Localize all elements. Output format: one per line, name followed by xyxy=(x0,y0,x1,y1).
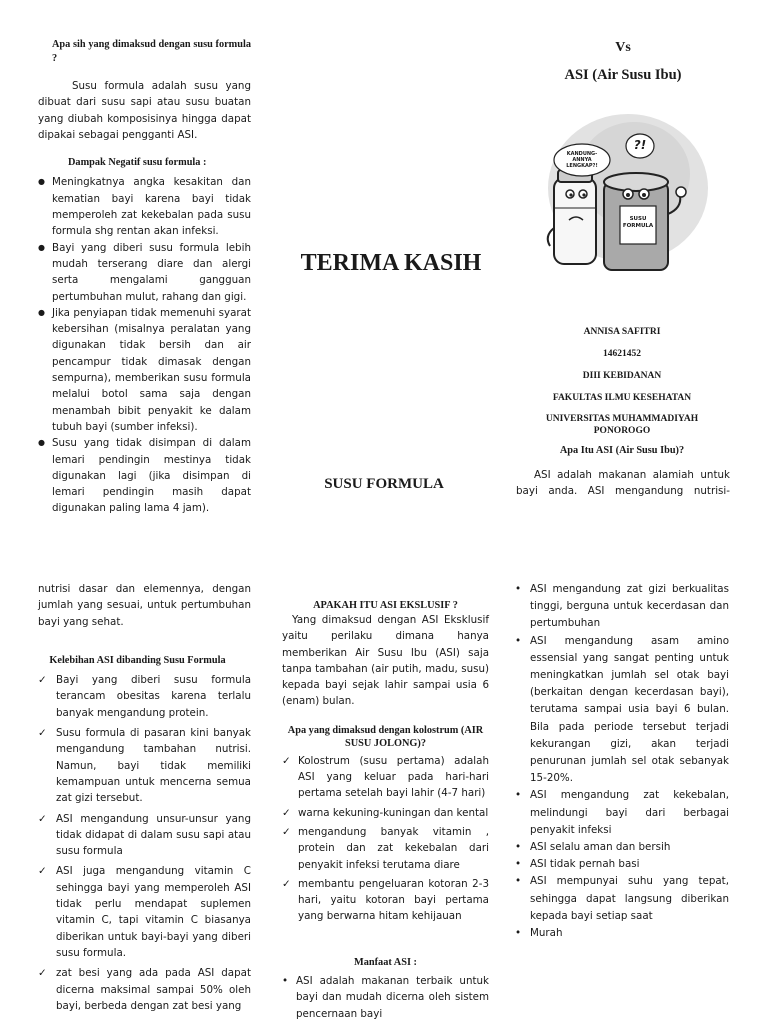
check-icon: ✓ xyxy=(38,812,47,825)
bullet-icon: • xyxy=(515,927,522,940)
list-item: ✓ ASI juga mengandung vitamin C sehingga bayi yang memperoleh ASI tidak perlu mendapat suplemen vitamin C, tapi vitamin C biasanya diberikan untuk bayi-bayi yang diberi susu formula. xyxy=(38,865,251,959)
panel-formula-definition xyxy=(38,38,251,517)
list-item: • ASI mengandung asam amino essensial yang sangat penting untuk meningkatkan jumlah sel otak bayi (berkaitan dengan kecerdasan bayi), terutama sampai usia bayi 6 bulan. Bila pada periode tersebut terjadi kekurangan gizi, akan terjadi penurunan jumlah sel otak sebanyak 15-20%. xyxy=(515,634,729,785)
heading-what-is-asi: Apa Itu ASI (Air Susu Ibu)? xyxy=(559,445,685,456)
bullet-icon: • xyxy=(515,858,522,871)
vs-label: Vs xyxy=(615,40,631,55)
bullet-icon: • xyxy=(515,875,522,888)
panel-asi-advantages xyxy=(38,581,251,1014)
speech-bubble-right: ?! xyxy=(633,138,647,152)
cartoon-illustration xyxy=(540,110,710,282)
list-item: ✓ membantu pengeluaran kotoran 2-3 hari, yaitu kotoran bayi pertama yang berwarna hitam kehijauan xyxy=(282,877,489,923)
author-name: ANNISA SAFITRI xyxy=(583,327,661,337)
list-item: ✓ zat besi yang ada pada ASI dapat dicerna maksimal sampai 50% oleh bayi, berbeda dengan zat besi yang xyxy=(38,967,251,1012)
list-item: ● Jika penyiapan tidak memenuhi syarat kebersihan (misalnya peralatan yang digunakan tidak bersih dan air pencampur tidak dimasak dengan sempurna), memberikan susu formula melalui botol sama saja dengan menambah bibit penyakit ke dalam tubuh bayi (sumber infeksi). xyxy=(38,306,251,433)
check-icon: ✓ xyxy=(282,754,291,767)
bullet-icon: • xyxy=(515,583,522,595)
list-item: • ASI adalah makanan terbaik untuk bayi dan mudah dicerna oleh sistem pencernaan bayi xyxy=(282,975,489,1020)
heading-exclusive-asi: APAKAH ITU ASI EKSLUSIF ? xyxy=(313,600,458,611)
thank-you-title: TERIMA KASIH xyxy=(300,250,482,276)
list-item: • ASI mempunyai suhu yang tepat, sehingga dapat langsung diberikan kepada bayi setiap saat xyxy=(515,875,729,922)
paragraph-asi-intro: ASI adalah makanan alamiah untuk bayi anda. ASI mengandung nutrisi- xyxy=(516,469,730,498)
list-item: ✓ Susu formula di pasaran kini banyak mengandung tambahan nutrisi. Namun, bayi tidak memiliki kemampuan untuk mencerna semua zat gizi tersebut. xyxy=(38,727,251,805)
check-icon: ✓ xyxy=(38,865,47,878)
check-icon: ✓ xyxy=(282,825,291,838)
list-item: ✓ Bayi yang diberi susu formula terancam obesitas karena terlalu banyak mengandung protein. xyxy=(38,674,251,719)
list-item: ● Bayi yang diberi susu formula lebih mudah terserang diare dan alergi serta mengalami gangguan pertumbuhan mulut, rahang dan gigi. xyxy=(38,241,251,303)
student-id: 14621452 xyxy=(603,349,641,359)
list-item: • Murah xyxy=(515,925,729,942)
list-item: ✓ ASI mengandung unsur-unsur yang tidak didapat di dalam susu sapi atau susu formula xyxy=(38,812,251,858)
list-item: ● Susu yang tidak disimpan di dalam lemari pendingin mestinya tidak digunakan lagi (jika disimpan di lemari pendingin masih dapat digunakan paling lama 4 jam). xyxy=(38,437,251,515)
heading-negative-impacts: Dampak Negatif susu formula : xyxy=(68,157,207,169)
list-item: • ASI selalu aman dan bersih xyxy=(515,839,729,856)
bullet-icon: • xyxy=(282,975,289,988)
asi-cover-title: ASI (Air Susu Ibu) xyxy=(564,67,682,83)
speech-bubble-left: KANDUNG-ANNYA LENGKAP?! xyxy=(566,151,598,169)
check-icon: ✓ xyxy=(38,727,47,740)
study-program: DIII KEBIDANAN xyxy=(582,371,662,381)
panel-asi-benefits-continued xyxy=(515,581,729,942)
list-item: • ASI mengandung zat gizi berkualitas tinggi, berguna untuk kecerdasan dan pertumbuhan xyxy=(515,583,729,630)
paragraph-exclusive-asi: Yang dimaksud dengan ASI Eksklusif yaitu perilaku dimana hanya memberikan Air Susu Ibu (ASI) saja tanpa tambahan (air putih, madu, susu) kepada bayi sejak lahir sampai usia 6 (enam) bulan. xyxy=(282,614,489,708)
bullet-icon: • xyxy=(515,634,522,647)
list-item: ● Meningkatnya angka kesakitan dan kematian bayi karena bayi tidak memperoleh zat kekebalan pada susu formula shg rentan akan infeksi. xyxy=(38,176,251,238)
bullet-icon: • xyxy=(515,841,522,854)
list-item: ✓ Kolostrum (susu pertama) adalah ASI yang keluar pada hari-hari pertama setelah bayi lahir (4-7 hari) xyxy=(282,754,489,800)
list-colostrum xyxy=(282,753,489,925)
heading-what-is-formula: Apa sih yang dimaksud dengan susu formula ? xyxy=(52,39,251,64)
list-item: • ASI tidak pernah basi xyxy=(515,856,729,873)
heading-asi-advantages: Kelebihan ASI dibanding Susu Formula xyxy=(49,654,226,666)
bullet-dot-icon: ● xyxy=(38,438,45,448)
can-label: SUSU FORMULA xyxy=(622,216,654,229)
paragraph-formula-definition: Susu formula adalah susu yang dibuat dari susu sapi atau susu buatan yang diubah komposisinya hingga dapat dipakai sebagai pengganti ASI. xyxy=(38,80,251,141)
university-name: UNIVERSITAS MUHAMMADIYAH PONOROGO xyxy=(545,414,699,436)
milk-bottle-vs-formula-can-icon xyxy=(540,110,710,282)
paragraph-asi-intro-continued: nutrisi dasar dan elemennya, dengan jumlah yang sesuai, untuk pertumbuhan bayi yang sehat. xyxy=(38,583,251,628)
list-asi-benefits xyxy=(282,973,489,1022)
check-icon: ✓ xyxy=(282,806,291,819)
bullet-dot-icon: ● xyxy=(38,307,45,317)
faculty-name: FAKULTAS ILMU KESEHATAN xyxy=(552,393,692,403)
list-item: ✓ mengandung banyak vitamin , protein dan zat kekebalan dari penyakit infeksi terutama diare xyxy=(282,825,489,871)
panel-exclusive-colostrum xyxy=(282,599,489,1022)
check-icon: ✓ xyxy=(38,674,47,687)
list-item: • ASI mengandung zat kekebalan, melindungi bayi dari berbagai penyakit infeksi xyxy=(515,789,729,836)
list-item: ✓ warna kekuning-kuningan dan kental xyxy=(282,805,489,824)
bullet-dot-icon: ● xyxy=(38,242,45,252)
heading-asi-benefits: Manfaat ASI : xyxy=(354,956,417,968)
author-info xyxy=(520,326,724,437)
check-icon: ✓ xyxy=(282,877,291,890)
list-asi-benefits-continued xyxy=(515,581,729,942)
bullet-dot-icon: ● xyxy=(38,177,45,187)
heading-colostrum: Apa yang dimaksud dengan kolostrum (AIR SUSU JOLONG)? xyxy=(287,724,484,749)
bullet-icon: • xyxy=(515,789,522,802)
list-negative-impacts xyxy=(38,174,251,516)
list-asi-advantages xyxy=(38,672,251,1014)
check-icon: ✓ xyxy=(38,967,47,980)
cover-title-formula: SUSU FORMULA xyxy=(324,476,444,492)
